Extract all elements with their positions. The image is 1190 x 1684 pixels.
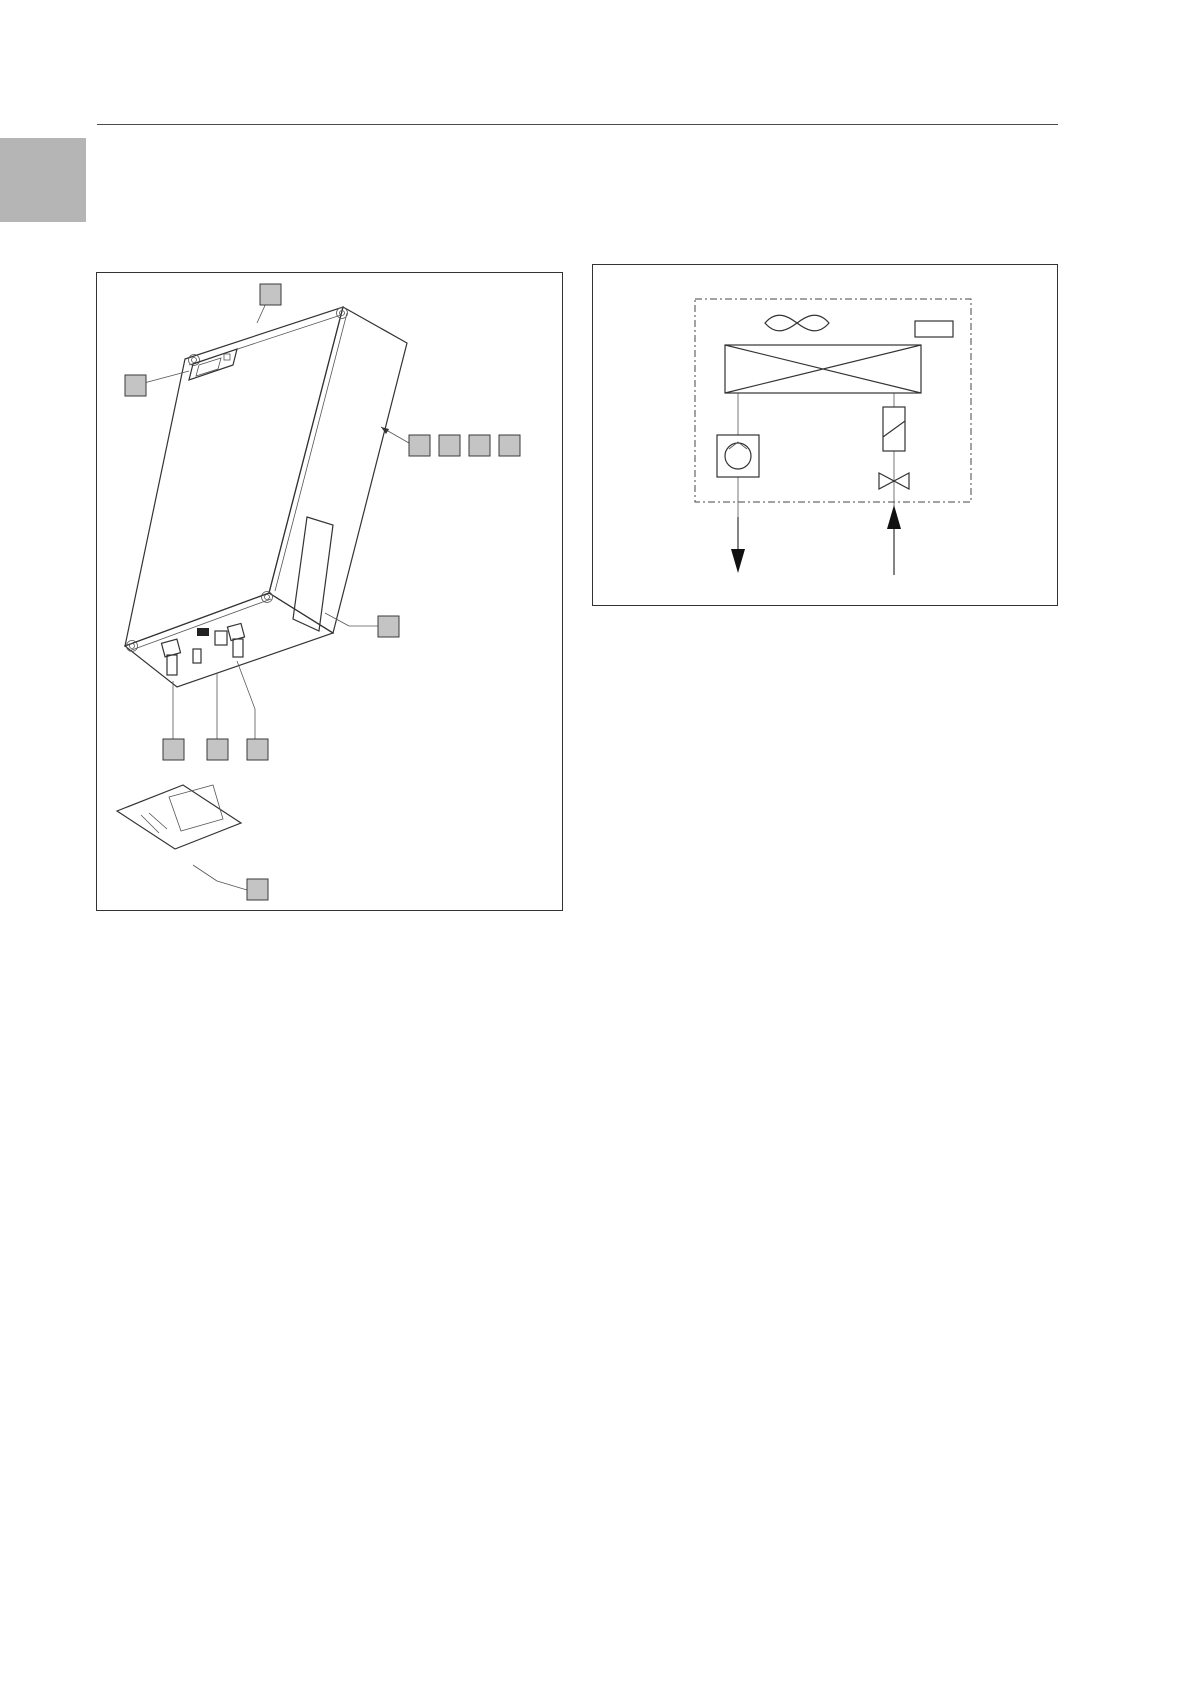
fitting-icons <box>161 623 244 675</box>
callout-side-2 <box>439 435 460 456</box>
unit-drawing <box>97 273 564 912</box>
leader-lines <box>144 301 409 890</box>
callout-fitting-3 <box>247 739 268 760</box>
inlet-arrow-icon <box>887 505 901 575</box>
heat-exchanger-icon <box>725 345 921 393</box>
header-rule <box>97 124 1058 125</box>
compressor-icon <box>717 435 759 477</box>
callout-display <box>125 375 146 396</box>
callout-side-4 <box>499 435 520 456</box>
callout-markers <box>125 284 520 900</box>
callout-label <box>378 616 399 637</box>
schematic-figure <box>592 264 1058 606</box>
schematic-drawing <box>593 265 1059 607</box>
callout-side-3 <box>469 435 490 456</box>
callout-accessory-bag <box>247 879 268 900</box>
label-box <box>915 321 953 337</box>
callout-side-1 <box>409 435 430 456</box>
display-icon <box>189 349 237 380</box>
housing-outline <box>125 307 407 687</box>
fan-icon <box>765 315 829 331</box>
filter-drier-icon <box>883 407 905 451</box>
accessory-bag-icon <box>117 785 241 849</box>
unit-boundary <box>695 299 971 502</box>
callout-fitting-1 <box>163 739 184 760</box>
section-tab <box>0 138 86 222</box>
outlet-arrow-icon <box>731 517 745 573</box>
callout-fitting-2 <box>207 739 228 760</box>
callout-housing <box>260 284 281 305</box>
unit-drawing-figure <box>96 272 563 911</box>
